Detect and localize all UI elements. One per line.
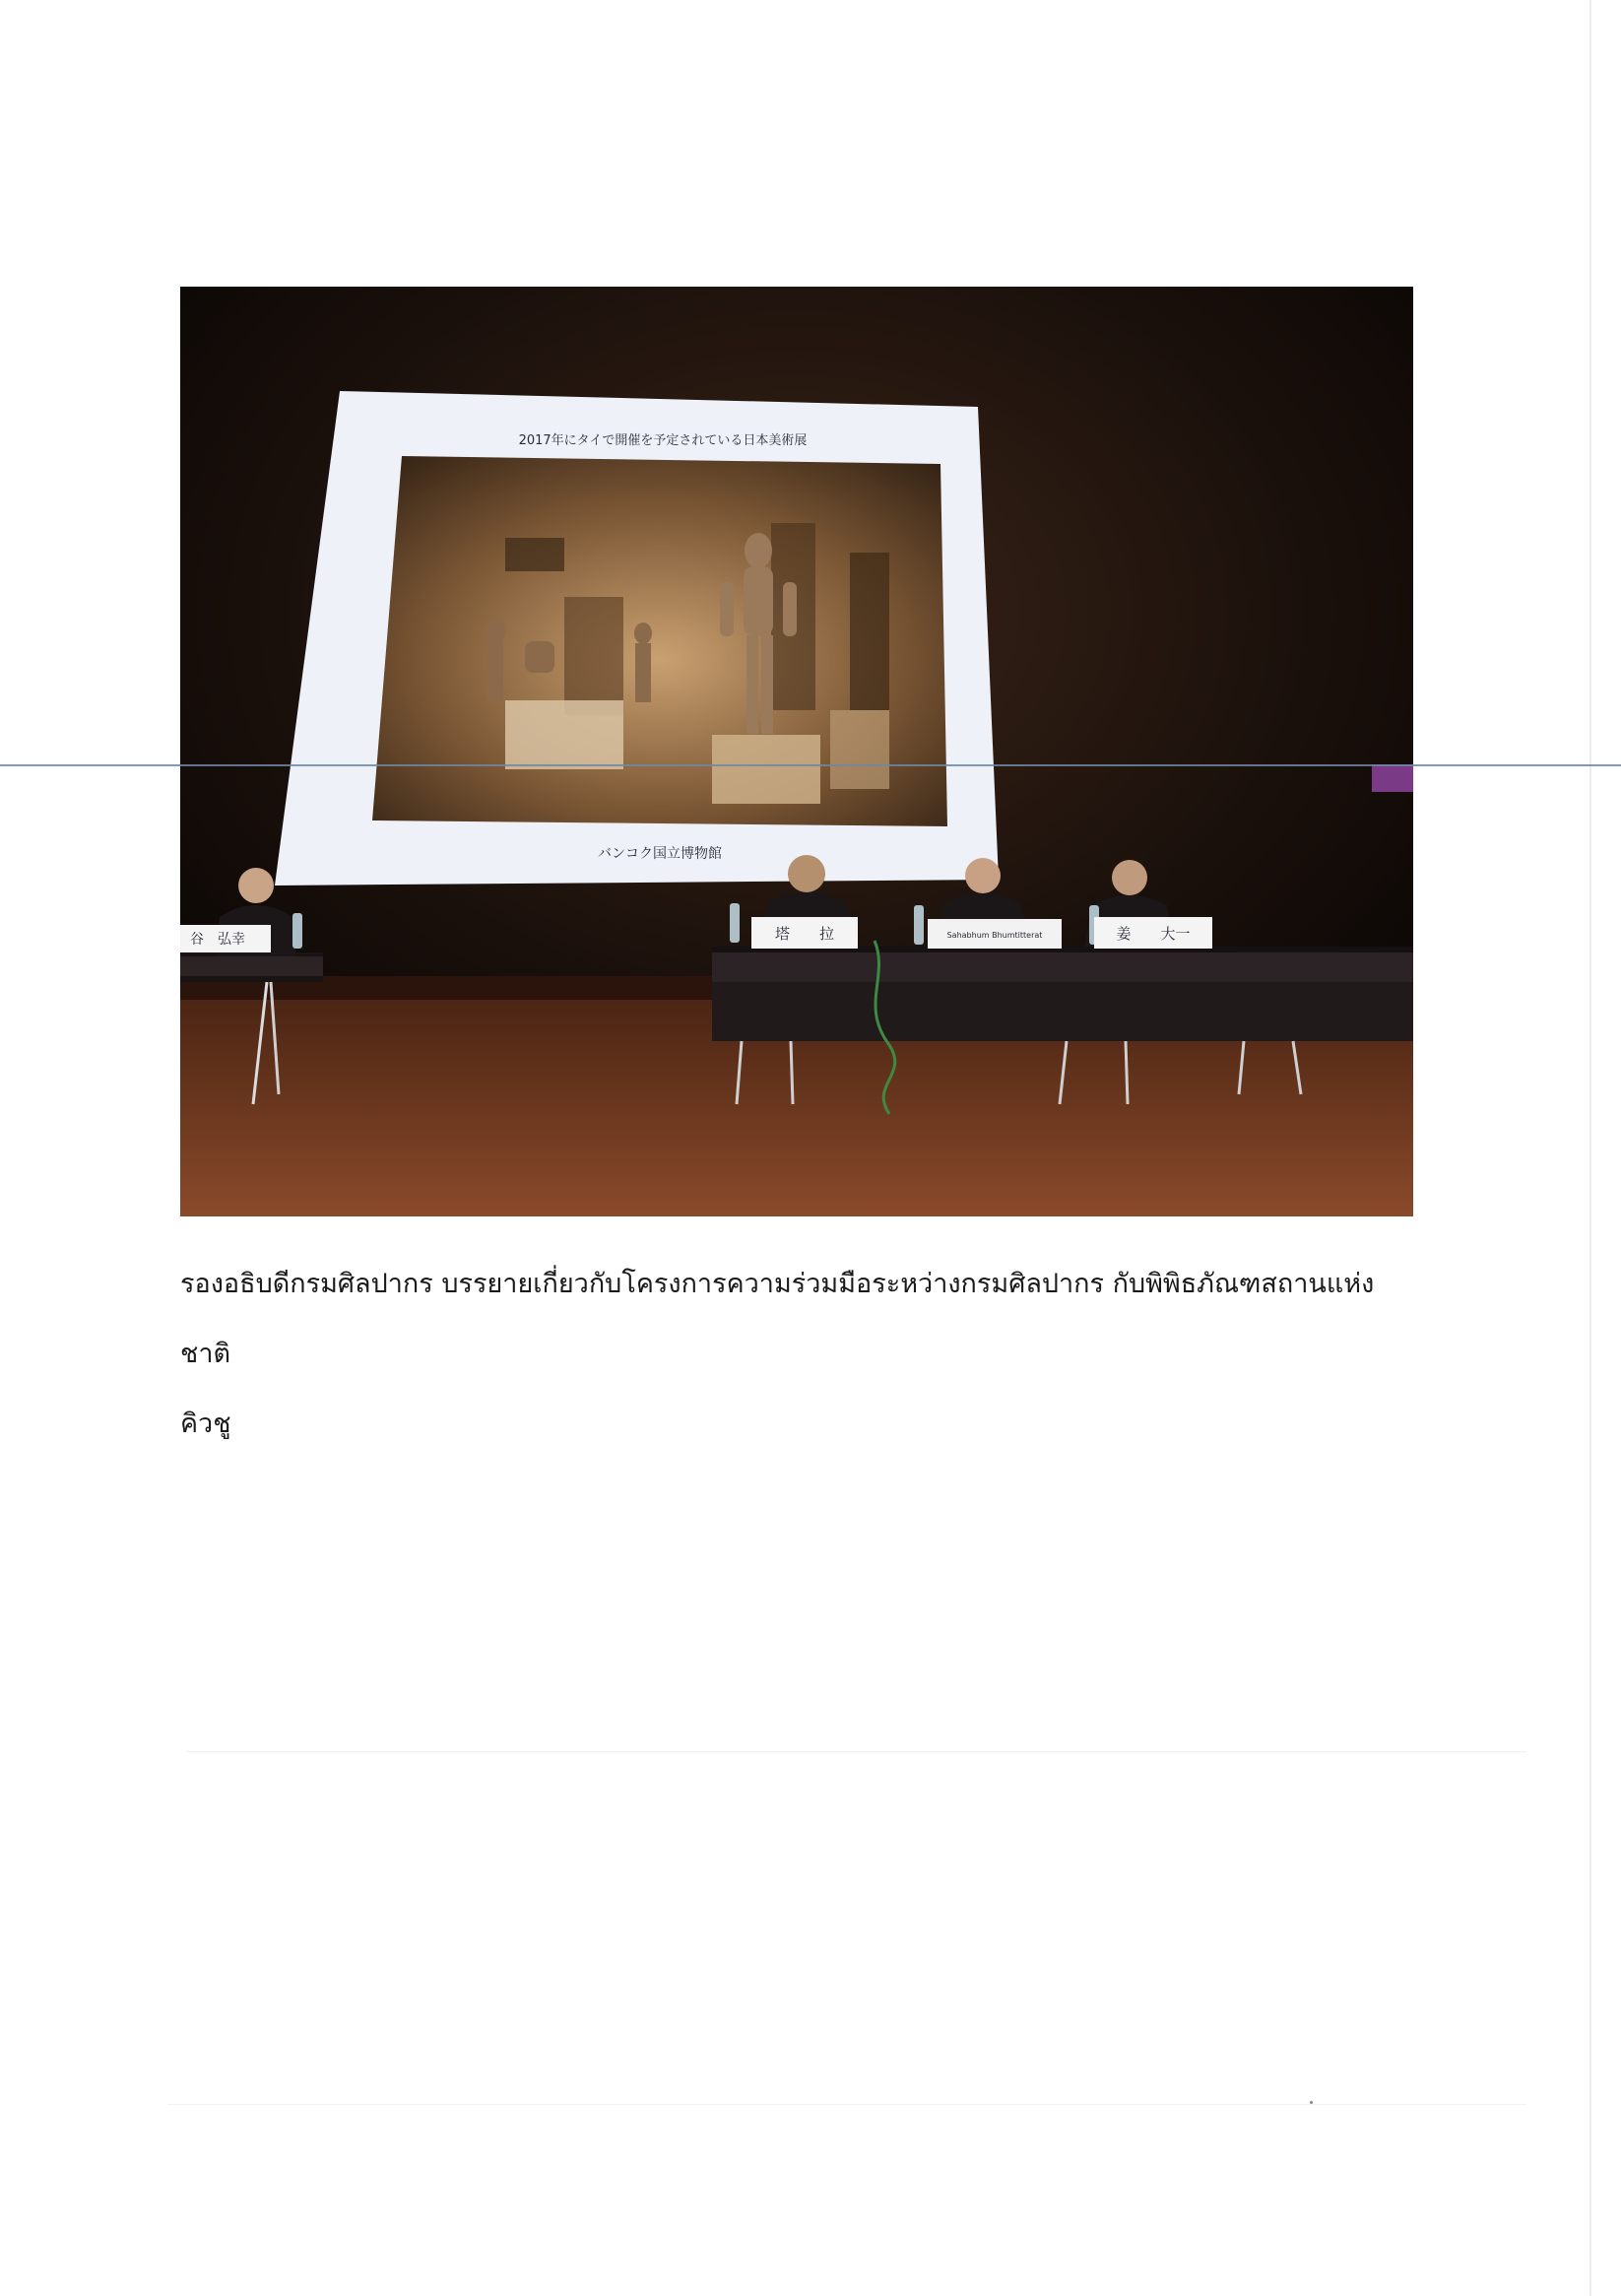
caption-line-2: คิวชู (180, 1409, 231, 1439)
slide-caption: バンコク国立博物館 (598, 846, 722, 862)
nameplate-3: Sahabhum Bhumtitterat (946, 931, 1043, 940)
scan-speck (1310, 2101, 1313, 2104)
conference-photo (180, 287, 1413, 1216)
faint-rule (167, 2104, 1526, 2105)
nameplate-1: 谷 弘幸 (190, 932, 245, 948)
nameplate-4: 姜 大一 (1116, 925, 1191, 943)
photo-caption (180, 1249, 1421, 1459)
faint-rule (187, 1751, 1526, 1752)
caption-line-1: รองอธิบดีกรมศิลปากร บรรยายเกี่ยวกับโครงการความร่วมมือระหว่างกรมศิลปากร กับพิพิธภัณฑสถานแห่งชาติ (180, 1269, 1375, 1369)
page-edge (1589, 0, 1591, 2296)
slide-title: 2017年にタイで開催を予定されている日本美術展 (518, 433, 808, 448)
scan-line (0, 764, 1621, 766)
nameplate-2: 塔 拉 (774, 925, 835, 943)
